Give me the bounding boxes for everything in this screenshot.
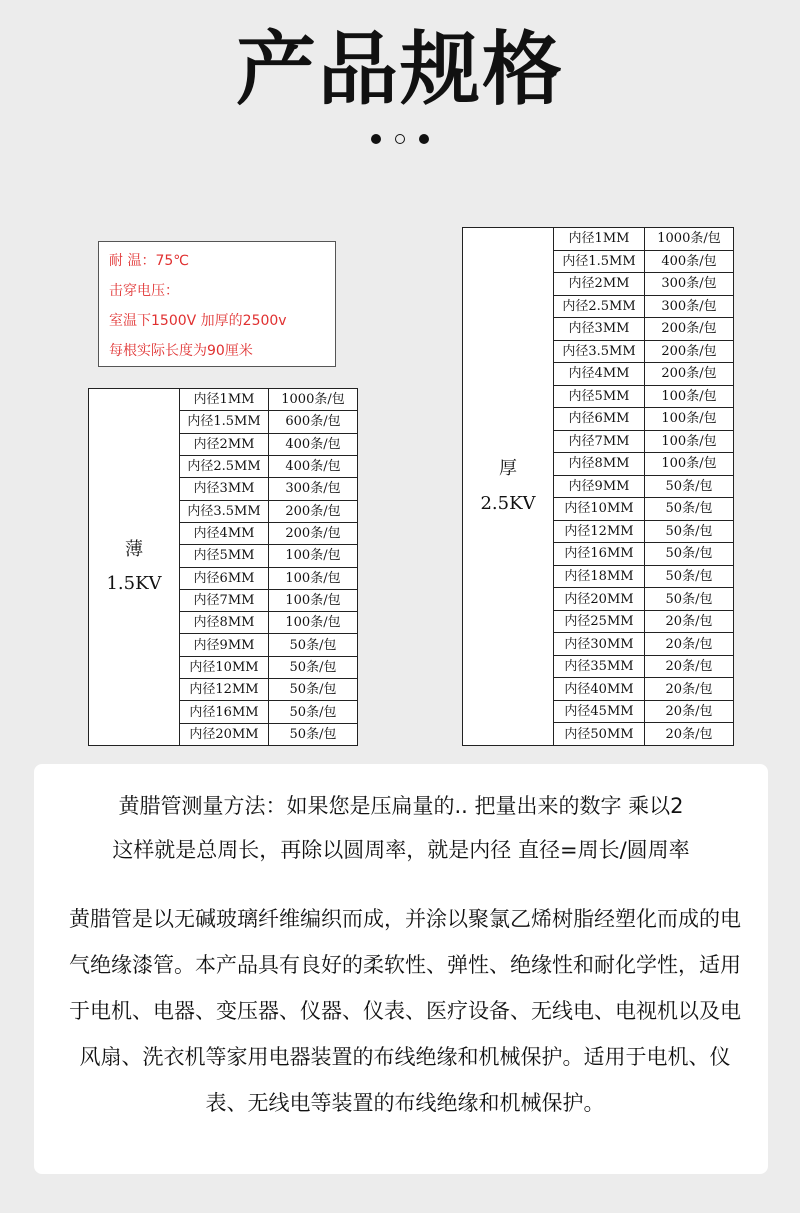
size-cell: 内径9MM [180,634,269,656]
quantity-cell: 50条/包 [645,520,734,543]
divider-dots [0,134,800,144]
measure-method [34,784,768,872]
quantity-cell: 20条/包 [645,655,734,678]
note-line: 每根实际长度为90厘米 [109,343,253,359]
quantity-cell: 50条/包 [645,565,734,588]
group-label: 薄 [125,538,143,560]
quantity-cell: 50条/包 [645,498,734,521]
size-cell: 内径10MM [180,656,269,678]
quantity-cell: 50条/包 [645,543,734,566]
quantity-cell: 50条/包 [269,723,358,745]
quantity-cell: 200条/包 [645,363,734,386]
measure-line: 黄腊管测量方法：如果您是压扁量的.. 把量出来的数字 乘以2 [118,794,684,818]
size-cell: 内径1.5MM [180,411,269,433]
quantity-cell: 300条/包 [645,295,734,318]
thin-spec-table [88,388,358,746]
group-voltage: 1.5KV [106,573,162,594]
size-cell: 内径50MM [554,723,645,746]
table-row [463,228,734,251]
product-description: 黄腊管是以无碱玻璃纤维编织而成，并涂以聚氯乙烯树脂经塑化而成的电气绝缘漆管。本产品具有良好的柔软性、弹性、绝缘性和耐化学性，适用于电机、电器、变压器、仪器、仪表、医疗设备、无线电、电视机以及电风扇、洗衣机等家用电器装置的布线绝缘和机械保护。适用于电机、仪表、无线电等装置的布线绝缘和机械保护。 [69,907,741,1115]
quantity-cell: 300条/包 [645,273,734,296]
group-voltage: 2.5KV [480,492,536,514]
quantity-cell: 1000条/包 [645,228,734,251]
quantity-cell: 20条/包 [645,700,734,723]
dot-icon [371,134,381,144]
size-cell: 内径40MM [554,678,645,701]
quantity-cell: 100条/包 [645,430,734,453]
quantity-cell: 400条/包 [269,433,358,455]
size-cell: 内径12MM [180,679,269,701]
quantity-cell: 50条/包 [645,475,734,498]
quantity-cell: 50条/包 [269,679,358,701]
quantity-cell: 50条/包 [269,701,358,723]
spec-note-box [98,241,336,367]
size-cell: 内径16MM [180,701,269,723]
size-cell: 内径8MM [180,612,269,634]
size-cell: 内径2.5MM [180,455,269,477]
quantity-cell: 50条/包 [645,588,734,611]
quantity-cell: 200条/包 [269,500,358,522]
size-cell: 内径45MM [554,700,645,723]
size-cell: 内径1MM [180,389,269,411]
size-cell: 内径20MM [180,723,269,745]
quantity-cell: 100条/包 [269,589,358,611]
size-cell: 内径1MM [554,228,645,251]
quantity-cell: 200条/包 [645,340,734,363]
size-cell: 内径4MM [180,522,269,544]
dot-icon [395,134,405,144]
size-cell: 内径16MM [554,543,645,566]
dot-icon [419,134,429,144]
size-cell: 内径10MM [554,498,645,521]
size-cell: 内径6MM [554,408,645,431]
size-cell: 内径20MM [554,588,645,611]
quantity-cell: 20条/包 [645,633,734,656]
quantity-cell: 20条/包 [645,610,734,633]
size-cell: 内径12MM [554,520,645,543]
quantity-cell: 300条/包 [269,478,358,500]
size-cell: 内径9MM [554,475,645,498]
quantity-cell: 50条/包 [269,656,358,678]
size-cell: 内径7MM [180,589,269,611]
measure-line: 这样就是总周长，再除以圆周率，就是内径 直径=周长/圆周率 [112,838,690,862]
page-title: 产品规格 [236,23,564,116]
quantity-cell: 100条/包 [645,408,734,431]
quantity-cell: 100条/包 [645,453,734,476]
size-cell: 内径3MM [554,318,645,341]
quantity-cell: 600条/包 [269,411,358,433]
size-cell: 内径30MM [554,633,645,656]
size-cell: 内径2MM [554,273,645,296]
thick-spec-table [462,227,734,746]
group-cell [463,228,554,746]
size-cell: 内径2MM [180,433,269,455]
size-cell: 内径7MM [554,430,645,453]
size-cell: 内径1.5MM [554,250,645,273]
size-cell: 内径5MM [180,545,269,567]
quantity-cell: 20条/包 [645,678,734,701]
group-cell [89,389,180,746]
note-line: 室温下1500V 加厚的2500v [109,313,287,329]
table-row [89,389,358,411]
note-line: 耐 温：75℃ [109,253,189,269]
quantity-cell: 100条/包 [269,545,358,567]
size-cell: 内径2.5MM [554,295,645,318]
size-cell: 内径4MM [554,363,645,386]
quantity-cell: 100条/包 [645,385,734,408]
size-cell: 内径3MM [180,478,269,500]
note-line: 击穿电压： [109,283,179,299]
size-cell: 内径18MM [554,565,645,588]
quantity-cell: 1000条/包 [269,389,358,411]
size-cell: 内径6MM [180,567,269,589]
size-cell: 内径25MM [554,610,645,633]
quantity-cell: 400条/包 [269,455,358,477]
quantity-cell: 200条/包 [645,318,734,341]
size-cell: 内径8MM [554,453,645,476]
quantity-cell: 20条/包 [645,723,734,746]
quantity-cell: 100条/包 [269,567,358,589]
size-cell: 内径35MM [554,655,645,678]
size-cell: 内径5MM [554,385,645,408]
quantity-cell: 400条/包 [645,250,734,273]
size-cell: 内径3.5MM [554,340,645,363]
quantity-cell: 50条/包 [269,634,358,656]
group-label: 厚 [499,458,517,480]
quantity-cell: 100条/包 [269,612,358,634]
size-cell: 内径3.5MM [180,500,269,522]
quantity-cell: 200条/包 [269,522,358,544]
info-panel [34,764,768,1174]
